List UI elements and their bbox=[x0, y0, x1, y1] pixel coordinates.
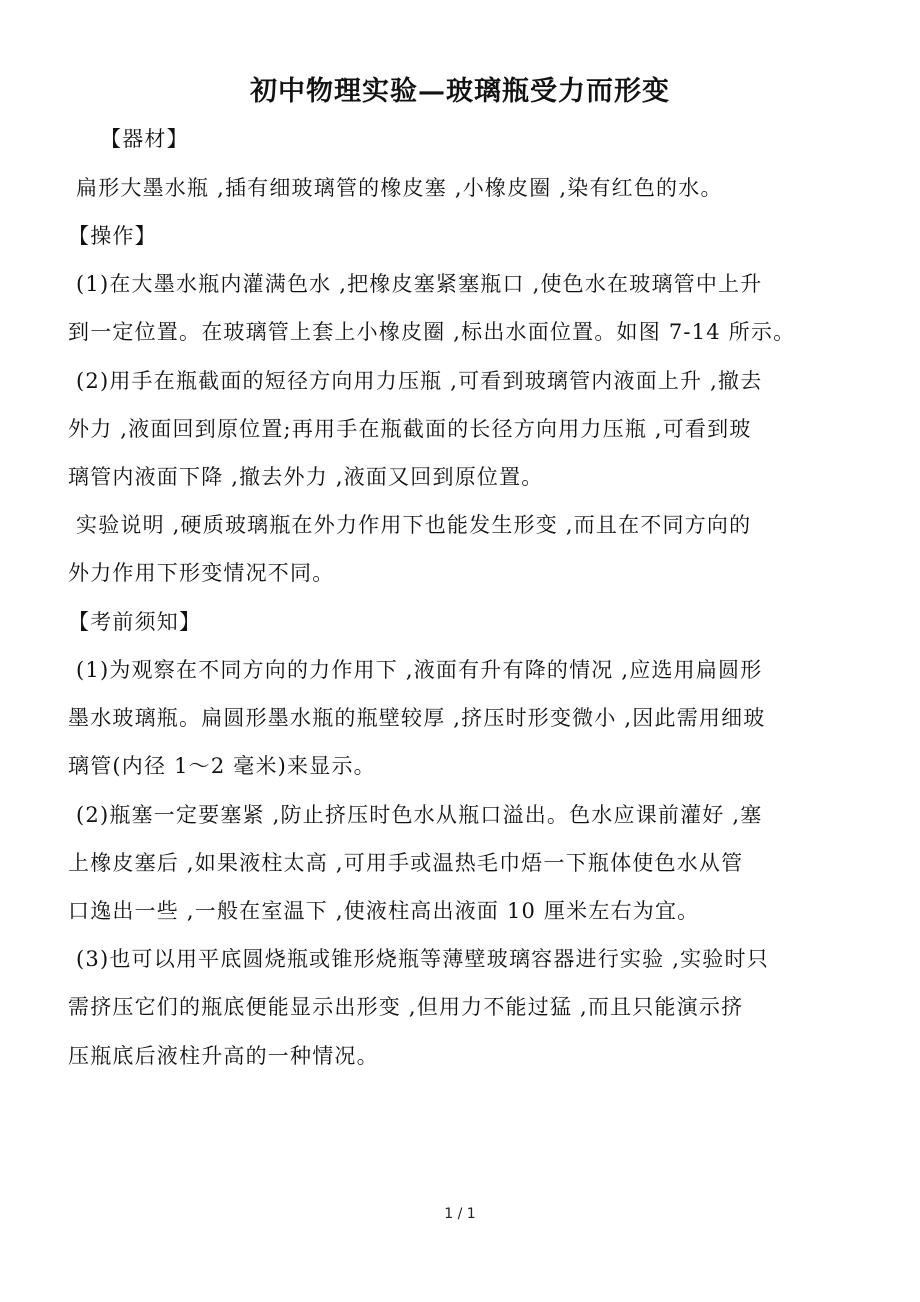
paragraph-line: 上橡皮塞后 ,如果液柱太高 ,可用手或温热毛巾焐一下瓶体使色水从管 bbox=[68, 851, 744, 875]
paragraph-line: (2)用手在瓶截面的短径方向用力压瓶 ,可看到玻璃管内液面上升 ,撤去 bbox=[76, 369, 763, 393]
paragraph-line: 璃管内液面下降 ,撤去外力 ,液面又回到原位置。 bbox=[68, 465, 544, 489]
paragraph-line: (2)瓶塞一定要塞紧 ,防止挤压时色水从瓶口溢出。色水应课前灌好 ,塞 bbox=[76, 803, 763, 827]
section-heading-operation: 【操作】 bbox=[68, 224, 157, 248]
materials-text: 扁形大墨水瓶 ,插有细玻璃管的橡皮塞 ,小橡皮圈 ,染有红色的水。 bbox=[76, 176, 723, 200]
section-heading-notes: 【考前须知】 bbox=[68, 610, 202, 634]
page-number: 1 / 1 bbox=[444, 1206, 476, 1222]
paragraph-line: 外力 ,液面回到原位置;再用手在瓶截面的长径方向用力压瓶 ,可看到玻 bbox=[68, 417, 752, 441]
paragraph-line: 口逸出一些 ,一般在室温下 ,使液柱高出液面 10 厘米左右为宜。 bbox=[68, 899, 700, 923]
paragraph-line: 实验说明 ,硬质玻璃瓶在外力作用下也能发生形变 ,而且在不同方向的 bbox=[76, 513, 752, 537]
paragraph-line: 需挤压它们的瓶底便能显示出形变 ,但用力不能过猛 ,而且只能演示挤 bbox=[68, 995, 744, 1019]
paragraph-line: 压瓶底后液柱升高的一种情况。 bbox=[68, 1044, 379, 1068]
paragraph-line: (1)在大墨水瓶内灌满色水 ,把橡皮塞紧塞瓶口 ,使色水在玻璃管中上升 bbox=[76, 272, 763, 296]
paragraph-line: (1)为观察在不同方向的力作用下 ,液面有升有降的情况 ,应选用扁圆形 bbox=[76, 658, 763, 682]
paragraph-line: (3)也可以用平底圆烧瓶或锥形烧瓶等薄壁玻璃容器进行实验 ,实验时只 bbox=[76, 947, 769, 971]
document-title: 初中物理实验—玻璃瓶受力而形变 bbox=[250, 76, 670, 107]
paragraph-line: 璃管(内径 1～2 毫米)来显示。 bbox=[68, 754, 376, 778]
section-heading-materials: 【器材】 bbox=[100, 127, 189, 151]
paragraph-line: 到一定位置。在玻璃管上套上小橡皮圈 ,标出水面位置。如图 7-14 所示。 bbox=[68, 320, 796, 344]
paragraph-line: 墨水玻璃瓶。扁圆形墨水瓶的瓶壁较厚 ,挤压时形变微小 ,因此需用细玻 bbox=[68, 706, 766, 730]
paragraph-line: 外力作用下形变情况不同。 bbox=[68, 561, 335, 585]
